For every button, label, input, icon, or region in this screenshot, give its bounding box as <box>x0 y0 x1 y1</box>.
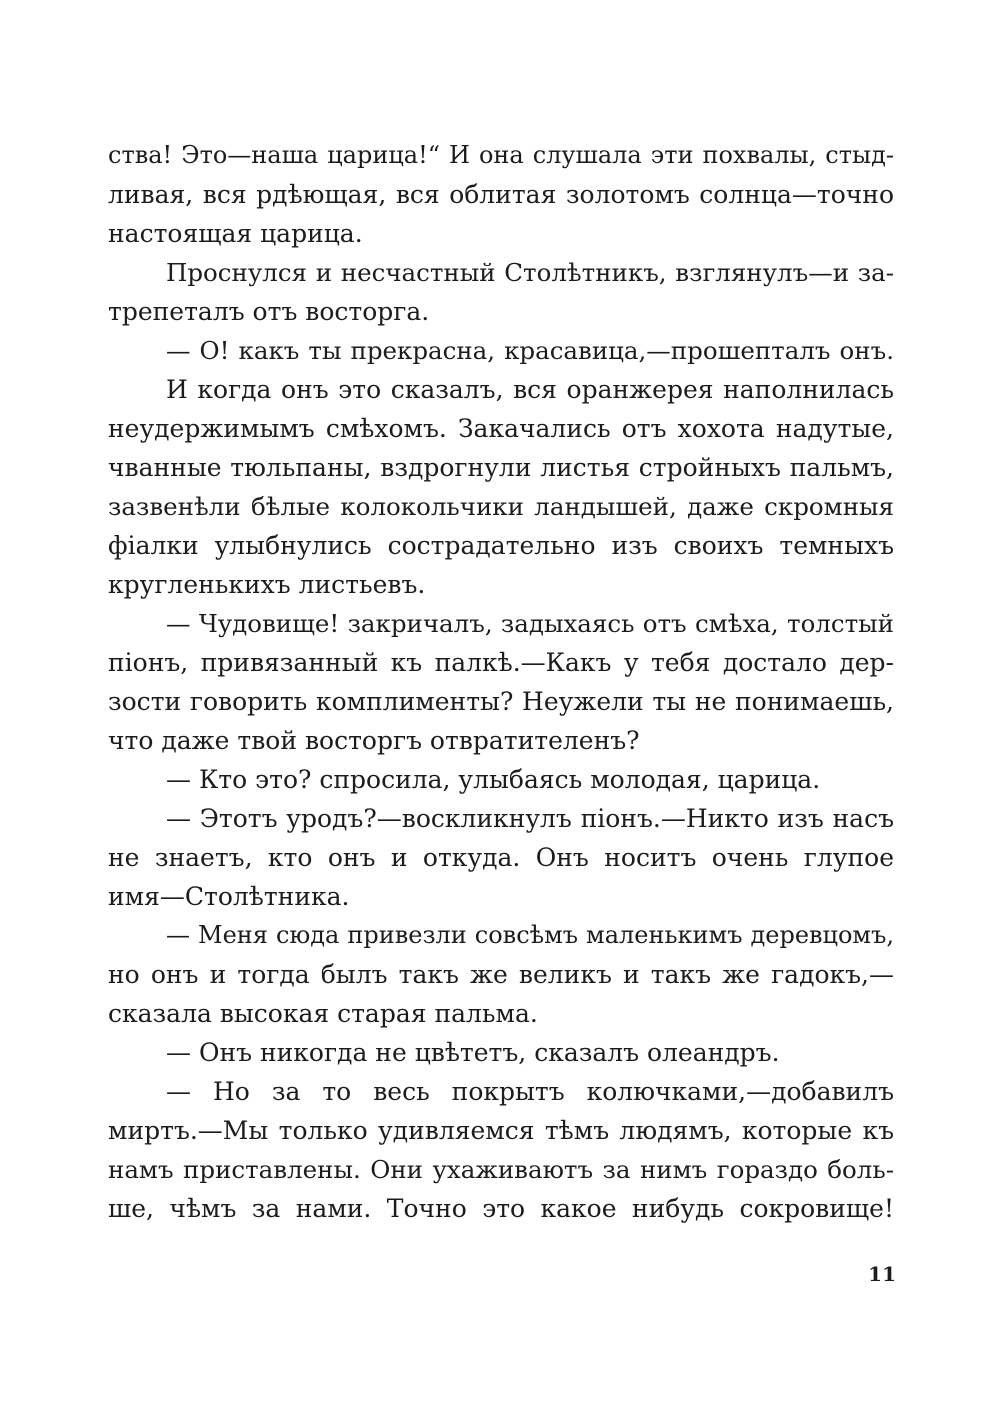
text-line: — Онъ никогда не цвѣтетъ, сказалъ олеандръ. <box>166 1038 780 1067</box>
text-line: что даже твой восторгъ отвратителенъ? <box>108 726 640 755</box>
text-line: зости говорить комплименты? Неужели ты не понимаешь, <box>108 687 894 716</box>
text-line: настоящая царица. <box>108 219 363 248</box>
text-line: ливая, вся рдѣющая, вся облитая золотомъ солнца—точно <box>108 180 894 209</box>
text-line: сказала высокая старая пальма. <box>108 999 538 1028</box>
text-line: зазвенѣли бѣлые колокольчики ландышей, даже скромныя <box>108 492 894 521</box>
text-line: — Кто это? спросила, улыбаясь молодая, царица. <box>166 765 821 794</box>
text-line: И когда онъ это сказалъ, вся оранжерея наполнилась <box>166 375 894 404</box>
text-line: ства! Это—наша царица!“ И она слушала эти похвалы, стыд- <box>108 141 894 169</box>
text-line: но онъ и тогда былъ такъ же великъ и такъ же гадокъ,— <box>108 960 894 989</box>
text-line: трепеталъ отъ восторга. <box>108 297 430 326</box>
text-line: не знаетъ, кто онъ и откуда. Онъ носитъ очень глупое <box>108 843 894 872</box>
text-line: піонъ, привязанный къ палкѣ.—Какъ у тебя достало дер- <box>108 648 894 677</box>
text-line: чванные тюльпаны, вздрогнули листья стройныхъ пальмъ, <box>108 453 894 482</box>
text-line: — Чудовище! закричалъ, задыхаясь отъ смѣха, толстый <box>166 609 894 638</box>
text-line: — Этотъ уродъ?—воскликнулъ піонъ.—Никто изъ насъ <box>166 804 894 833</box>
text-line: кругленькихъ листьевъ. <box>108 570 426 599</box>
text-line: миртъ.—Мы только удивляемся тѣмъ людямъ, которые къ <box>108 1116 894 1145</box>
text-line: неудержимымъ смѣхомъ. Закачались отъ хохота надутые, <box>108 414 894 443</box>
text-line: — Меня сюда привезли совсѣмъ маленькимъ деревцомъ, <box>166 921 894 949</box>
page-number: 11 <box>868 1262 896 1286</box>
text-line: — О! какъ ты прекрасна, красавица,—прошепталъ онъ. <box>166 336 894 365</box>
text-line: ше, чѣмъ за нами. Точно это какое нибудь сокровище! <box>108 1194 894 1223</box>
text-line: фіалки улыбнулись сострадательно изъ своихъ темныхъ <box>108 531 894 560</box>
text-line: — Но за то весь покрытъ колючками,—добавилъ <box>166 1077 894 1106</box>
text-line: Проснулся и несчастный Столѣтникъ, взглянулъ—и за- <box>166 258 894 287</box>
body-text <box>108 136 894 1228</box>
text-line: намъ приставлены. Они ухаживаютъ за нимъ гораздо боль- <box>108 1155 894 1184</box>
text-line: имя—Столѣтника. <box>108 882 350 911</box>
